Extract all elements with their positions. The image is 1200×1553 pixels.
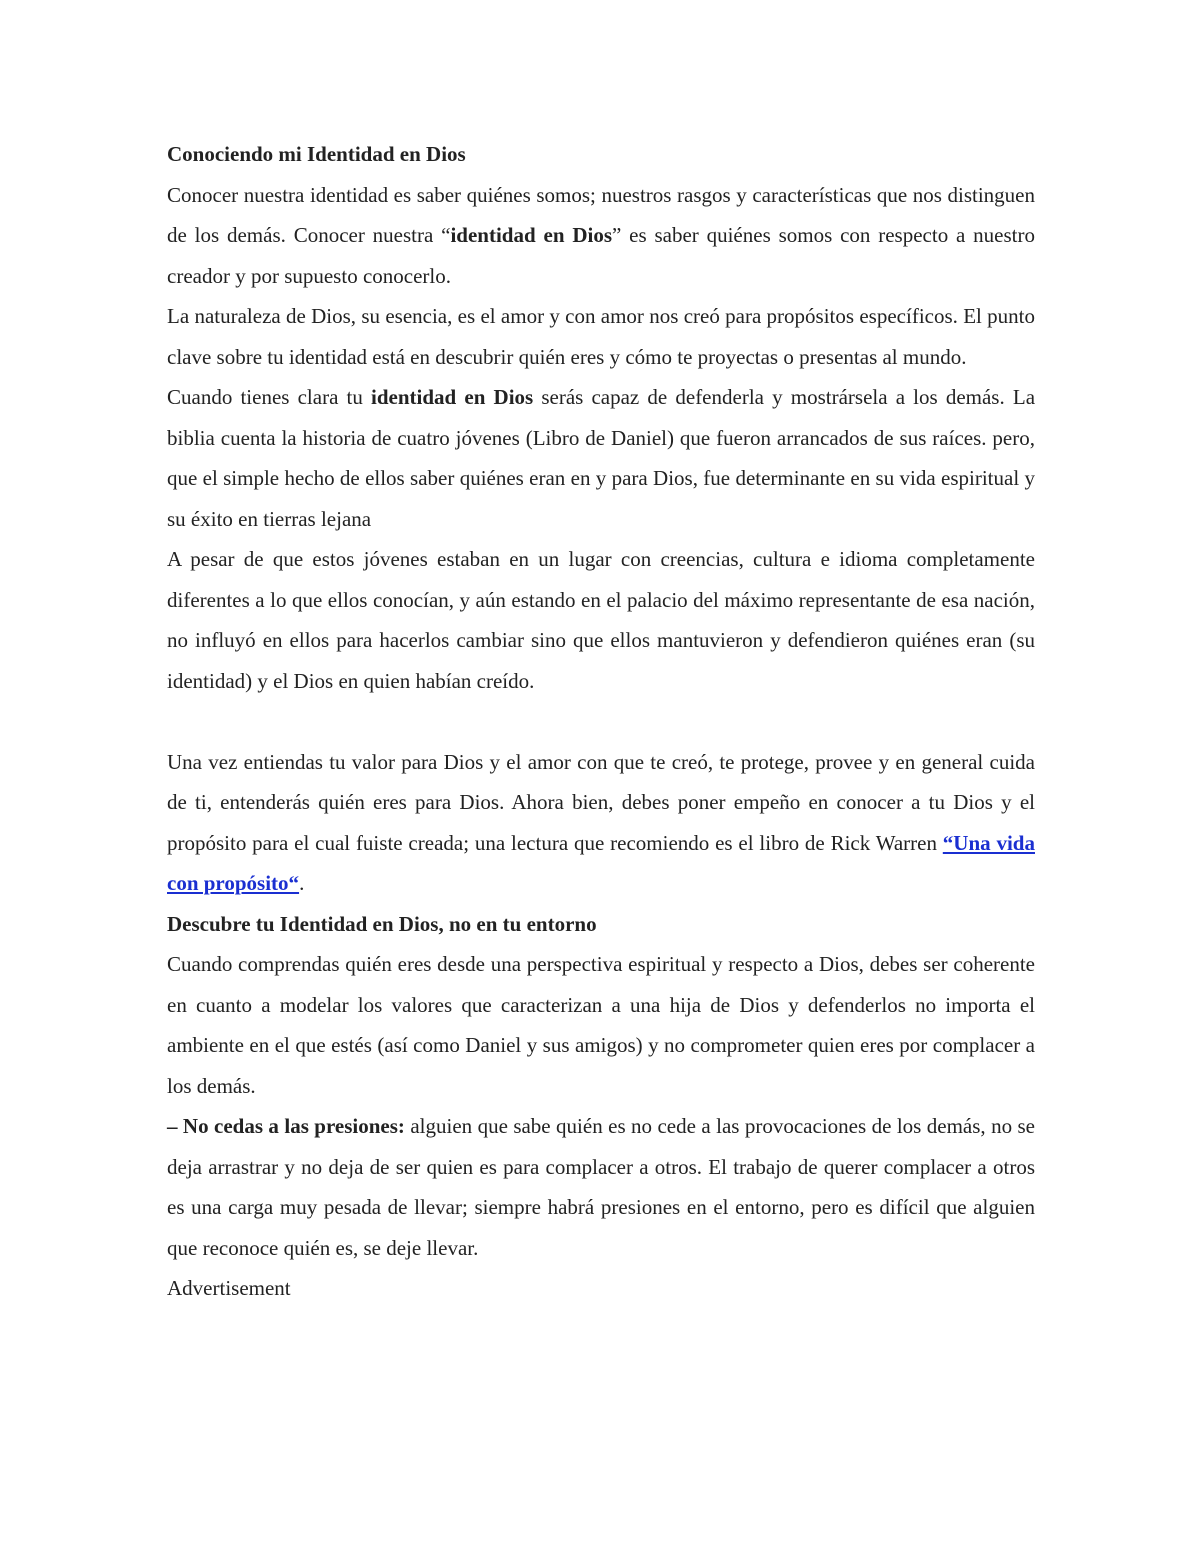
- paragraph-young-men: A pesar de que estos jóvenes estaban en un lugar con creencias, cultura e idioma completamente diferentes a lo que ellos conocían, y aún estando en el palacio del máximo representante de esa nación, no influyó en ellos para hacerlos cambiar sino que ellos mantuvieron y defendieron quiénes eran (su identidad) y el Dios en quien habían creído.: [167, 547, 1035, 693]
- paragraph-text: alguien que sabe quién es no cede a las provocaciones de los demás, no se deja arrastrar y no deja de ser quien es para complacer a otros. El trabajo de querer complacer a otros es una carga muy pesada de llevar; siempre habrá presiones en el entorno, pero es difícil que alguien que reconoce quién es, se deje llevar.: [167, 1114, 1035, 1260]
- document-page: [167, 134, 1035, 1309]
- blank-line: [167, 701, 1035, 742]
- paragraph-clear-identity: [167, 377, 1035, 539]
- paragraph-text: Conocer nuestra identidad es saber quiénes somos; nuestros rasgos y características que nos distinguen de los demás. Conocer nuestra “: [167, 182, 1035, 247]
- section-heading: Descubre tu Identidad en Dios, no en tu entorno: [167, 911, 597, 936]
- paragraph-nature-of-god: La naturaleza de Dios, su esencia, es el amor y con amor nos creó para propósitos específicos. El punto clave sobre tu identidad está en descubrir quién eres y cómo te proyectas o presentas al mundo.: [167, 304, 1035, 369]
- book-link[interactable]: “Una vida con propósito“: [167, 830, 1035, 895]
- paragraph-text: ” es saber quiénes somos con respecto a nuestro creador y por supuesto conocerlo.: [167, 223, 1035, 288]
- bold-phrase-identity: identidad en Dios: [371, 385, 534, 409]
- advertisement-label: Advertisement: [167, 1276, 291, 1300]
- paragraph-no-pressure: [167, 1106, 1035, 1268]
- paragraph-spiritual-perspective: Cuando comprendas quién eres desde una perspectiva espiritual y respecto a Dios, debes ser coherente en cuanto a modelar los valores que caracterizan a una hija de Dios y defenderlos no importa el ambiente en el que estés (así como Daniel y sus amigos) y no comprometer quien eres por complacer a los demás.: [167, 952, 1035, 1098]
- paragraph-text: Una vez entiendas tu valor para Dios y el amor con que te creó, te protege, provee y en general cuida de ti, entenderás quién eres para Dios. Ahora bien, debes poner empeño en conocer a tu Dios y el propósito para el cual fuiste creada; una lectura que recomiendo es el libro de Rick Warren: [167, 749, 1035, 855]
- bold-lead-in: – No cedas a las presiones:: [167, 1114, 405, 1138]
- paragraph-text: .: [299, 871, 305, 895]
- paragraph-value-for-god: [167, 742, 1035, 904]
- paragraph-identity-definition: [167, 175, 1035, 297]
- bold-phrase-identity: identidad en Dios: [450, 223, 612, 247]
- paragraph-text: Cuando tienes clara tu: [167, 385, 372, 409]
- page-title: Conociendo mi Identidad en Dios: [167, 142, 466, 166]
- paragraph-text: serás capaz de defenderla y mostrársela a los demás. La biblia cuenta la historia de cuatro jóvenes (Libro de Daniel) que fueron arrancados de sus raíces. pero, que el simple hecho de ellos saber quiénes eran en y para Dios, fue determinante en su vida espiritual y su éxito en tierras lejana: [167, 385, 1036, 531]
